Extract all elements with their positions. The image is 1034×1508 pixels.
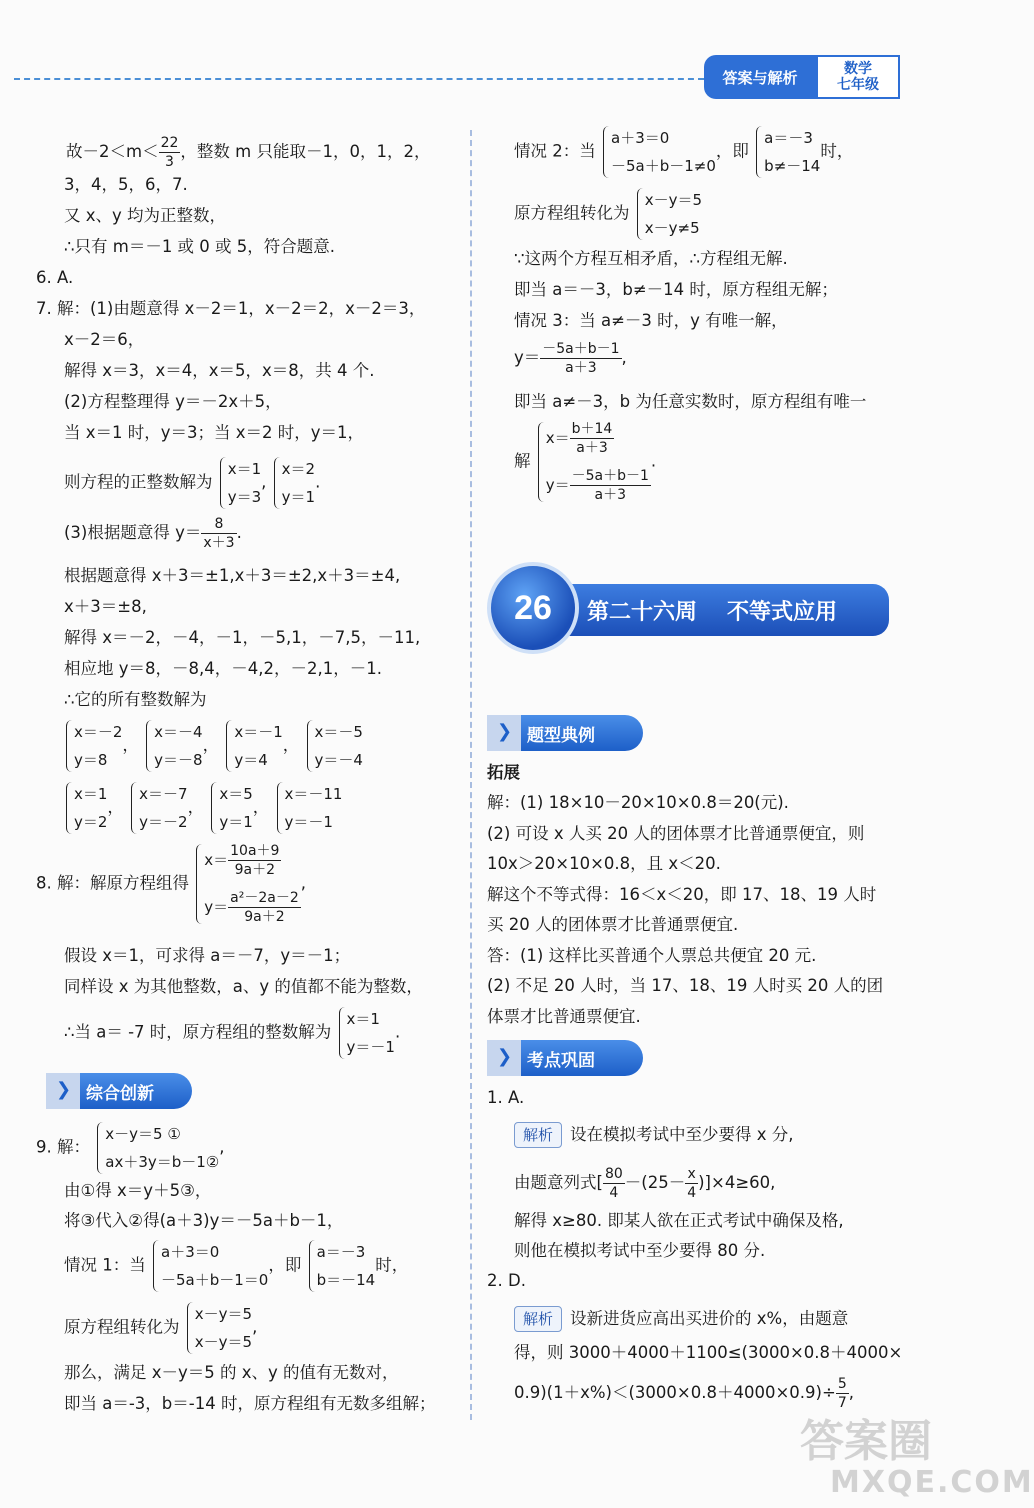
- system: x＝－5 y＝－4: [305, 718, 363, 774]
- grade: 七年级: [837, 77, 879, 93]
- system: x＝2 y＝1: [272, 455, 315, 511]
- week-number-badge: 26: [487, 562, 579, 654]
- right-line: 解 x＝ $\frac{b+14}{a+3}$ y＝ $\frac{-5a+b-1}{a+3}$ .: [514, 421, 657, 503]
- system: a＝－3 b≠－14: [754, 124, 820, 180]
- left-line: 相应地 y＝8，－8,4，－4,2，－2,1，－1.: [64, 659, 382, 678]
- left-line: 那么，满足 x－y＝5 的 x、y 的值有无数对，: [64, 1363, 399, 1382]
- right-line: 解：(1) 18×10－20×10×0.8＝20(元).: [487, 793, 789, 812]
- solution-row-1: x＝－2 y＝8 ， x＝－4 y＝－8 ， x＝－1 y＝4 ， x＝－5 y＝－4: [64, 718, 363, 774]
- left-line: x－2＝6，: [64, 330, 145, 349]
- right-line: 体票才比普通票便宜.: [487, 1007, 641, 1026]
- column-divider: [470, 130, 472, 1420]
- system: x＝1 y＝2: [64, 780, 107, 836]
- right-line: 解析 设新进货应高出买进价的 x%，由题意: [514, 1306, 848, 1332]
- subject: 数学: [844, 61, 872, 77]
- left-line: 假设 x＝1，可求得 a＝－7，y＝－1；: [64, 946, 351, 965]
- right-line: 解这个不等式得：16＜x＜20，即 17、18、19 人时: [487, 885, 877, 904]
- chevron-icon: [46, 1073, 80, 1109]
- system: x＝－11 y＝－1: [275, 780, 343, 836]
- left-line: ∴当 a＝ -7 时，原方程组的整数解为 x＝1 y＝－1 .: [64, 1005, 400, 1061]
- answer-6: 6. A.: [36, 268, 74, 287]
- right-line: 买 20 人的团体票才比普通票便宜.: [487, 915, 739, 934]
- system: x＝－1 y＝4: [224, 718, 282, 774]
- chevron-icon: [487, 715, 521, 751]
- system: x＝5 y＝1: [209, 780, 252, 836]
- system: x－y＝5 x－y＝5: [185, 1300, 252, 1356]
- left-line: (2)方程整理得 y＝－2x＋5，: [64, 392, 282, 411]
- right-line: y＝ $\frac{-5a+b-1}{a+3}$ ,: [514, 341, 627, 376]
- left-line: 解得 x＝－2，－4，－1，－5,1，－7,5，－11,: [64, 628, 421, 647]
- left-line: 解得 x＝3，x＝4，x＝5，x＝8，共 4 个.: [64, 361, 375, 380]
- right-line: 10x＞20×10×0.8，且 x＜20.: [487, 854, 721, 873]
- answer-7: 7. 解：(1)由题意得 x－2＝1，x－2＝2，x－2＝3，: [36, 299, 426, 318]
- right-line: 解析 设在模拟考试中至少要得 x 分,: [514, 1122, 794, 1148]
- left-line: 又 x、y 均为正整数，: [64, 206, 227, 225]
- solution-row-2: x＝1 y＝2 ， x＝－7 y＝－2 ， x＝5 y＝1 ， x＝－11 y＝－1: [64, 780, 342, 836]
- left-line: x＋3＝±8,: [64, 597, 147, 616]
- left-line: 将③代入②得(a＋3)y＝－5a＋b－1，: [64, 1211, 344, 1230]
- header-dash-line: [14, 78, 704, 80]
- left-line: (3)根据题意得 y＝ $\frac{8}{x+3}$ .: [64, 516, 242, 551]
- right-line: 情况 3：当 a≠－3 时，y 有唯一解，: [514, 311, 788, 330]
- answer-8: 8. 解：解原方程组得 x＝ $\frac{10a+9}{9a+2}$ y＝ $\frac{\text{a²－2a－2}}{9a+2}$ ,: [36, 843, 306, 925]
- right-line: (2) 可设 x 人买 20 人的团体票才比普通票便宜，则: [487, 824, 865, 843]
- left-line: ∴只有 m＝－1 或 0 或 5，符合题意.: [64, 237, 336, 256]
- answer-2: 2. D.: [487, 1271, 526, 1290]
- left-line: 即当 a＝-3，b＝-14 时，原方程组有无数多组解；: [64, 1394, 436, 1413]
- system: a＋3＝0 －5a＋b－1≠0: [601, 124, 716, 180]
- extension-label: 拓展: [487, 763, 520, 782]
- right-line: 则他在模拟考试中至少要得 80 分.: [514, 1241, 766, 1260]
- subject-grade-tab: [816, 55, 900, 99]
- left-line: 原方程组转化为 x－y＝5 x－y＝5 ,: [64, 1300, 257, 1356]
- chevron-icon: [487, 1040, 521, 1076]
- right-line: 答：(1) 这样比买普通个人票总共便宜 20 元.: [487, 946, 817, 965]
- right-line: 情况 2：当 a＋3＝0 －5a＋b－1≠0 ，即 a＝－3 b≠－14 时，: [514, 124, 853, 180]
- section-tixing-dianli: ❯ 题型典例: [487, 715, 643, 751]
- system: x－y＝5 ① ax＋3y＝b－1②: [95, 1120, 219, 1176]
- system: x＝1 y＝－1: [337, 1005, 395, 1061]
- right-line: 即当 a＝－3，b≠－14 时，原方程组无解；: [514, 280, 838, 299]
- right-line: 由题意列式[ $\frac{80}{4}$ －(25－ $\frac{x}{4}$ )]×4≥60,: [514, 1166, 776, 1201]
- left-line: 由①得 x＝y＋5③，: [64, 1181, 212, 1200]
- right-line: 解得 x≥80. 即某人欲在正式考试中确保及格,: [514, 1211, 844, 1230]
- jiexi-tag: 解析: [514, 1306, 562, 1332]
- system: x＝－4 y＝－8: [144, 718, 202, 774]
- left-line: 根据题意得 x＋3＝±1,x＋3＝±2,x＋3＝±4,: [64, 566, 401, 585]
- left-line: 3，4，5，6，7.: [64, 175, 188, 194]
- left-line: 情况 1：当 a＋3＝0 －5a＋b－1＝0 ，即 a＝－3 b＝－14 时，: [64, 1238, 408, 1294]
- section-zonghe-chuangxin: ❯ 综合创新: [46, 1073, 192, 1109]
- system: x＝－2 y＝8: [64, 718, 122, 774]
- system: x－y＝5 x－y≠5: [635, 186, 702, 242]
- answer-1: 1. A.: [487, 1088, 525, 1107]
- system: x＝ $\frac{b+14}{a+3}$ y＝ $\frac{-5a+b-1}{a+3}$: [536, 420, 651, 504]
- right-line: 得，则 3000＋4000＋1100≤(3000×0.8＋4000×: [514, 1343, 903, 1362]
- week-banner: [487, 562, 889, 654]
- system: a＋3＝0 －5a＋b－1＝0: [151, 1238, 268, 1294]
- right-line: 0.9)(1＋x%)＜(3000×0.8＋4000×0.9)÷ $\frac{5}{7}$ ,: [514, 1376, 854, 1411]
- answer-9: 9. 解： x－y＝5 ① ax＋3y＝b－1② ,: [36, 1120, 225, 1176]
- left-line: ∴它的所有整数解为: [64, 690, 207, 709]
- left-line: 故－2＜m＜ $\frac{22}{3}$ ，整数 m 只能取－1，0，1，2，: [66, 135, 431, 170]
- system: a＝－3 b＝－14: [307, 1238, 376, 1294]
- right-line: 原方程组转化为 x－y＝5 x－y≠5: [514, 186, 702, 242]
- right-line: 即当 a≠－3，b 为任意实数时，原方程组有唯一: [514, 392, 867, 411]
- watermark: 答案圈 MXQE.COM: [800, 1416, 1034, 1500]
- header-tab: 答案与解析: [704, 55, 816, 99]
- left-line: 则方程的正整数解为 x＝1 y＝3 , x＝2 y＝1 .: [64, 455, 320, 511]
- right-line: (2) 不足 20 人时，当 17、18、19 人时买 20 人的团: [487, 976, 884, 995]
- system: x＝－7 y＝－2: [129, 780, 187, 836]
- right-line: ∵这两个方程互相矛盾，∴方程组无解.: [514, 249, 788, 268]
- left-line: 同样设 x 为其他整数，a、y 的值都不能为整数，: [64, 977, 423, 996]
- week-bar: 第二十六周 不等式应用: [527, 584, 889, 636]
- system: x＝ $\frac{10a+9}{9a+2}$ y＝ $\frac{\text{a²－2a－2}}{9a+2}$: [194, 842, 300, 926]
- section-kaodian-gonggu: ❯ 考点巩固: [487, 1040, 643, 1076]
- left-line: 当 x＝1 时，y＝3；当 x＝2 时，y＝1，: [64, 423, 365, 442]
- jiexi-tag: 解析: [514, 1122, 562, 1148]
- system: x＝1 y＝3: [218, 455, 261, 511]
